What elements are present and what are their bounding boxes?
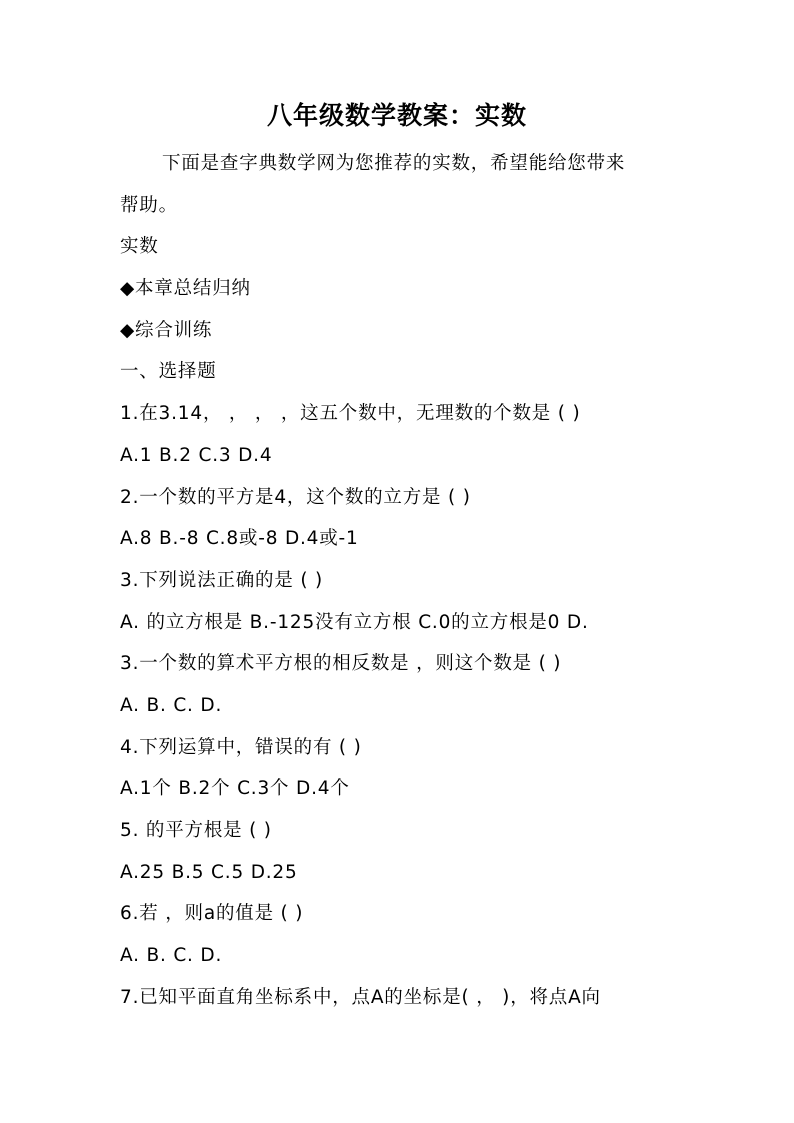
- question-3-options: A. 的立方根是 B.-125没有立方根 C.0的立方根是0 D.: [120, 611, 589, 633]
- question-3: 3.下列说法正确的是 ( ): [120, 569, 324, 591]
- question-3b-options: A. B. C. D.: [120, 694, 223, 716]
- question-4: 4.下列运算中，错误的有 ( ): [120, 736, 362, 758]
- question-6-options: A. B. C. D.: [120, 945, 223, 967]
- section-heading: 实数: [120, 236, 159, 258]
- question-3b: 3.一个数的算术平方根的相反数是 ，则这个数是 ( ): [120, 653, 562, 675]
- bullet-chapter-summary: ◆本章总结归纳: [120, 278, 251, 300]
- intro-line-2: 帮助。: [120, 194, 178, 216]
- part-heading-choice: 一、选择题: [120, 361, 217, 383]
- question-2: 2.一个数的平方是4，这个数的立方是 ( ): [120, 486, 471, 508]
- bullet-comprehensive-training: ◆综合训练: [120, 319, 213, 341]
- question-2-options: A.8 B.-8 C.8或-8 D.4或-1: [120, 528, 359, 550]
- page-title: 八年级数学教案：实数: [266, 101, 527, 130]
- question-6: 6.若 ，则a的值是 ( ): [120, 903, 304, 925]
- document-body: [120, 143, 680, 1018]
- question-5-options: A.25 B.5 C.5 D.25: [120, 861, 298, 883]
- intro-line-1: 下面是查字典数学网为您推荐的实数，希望能给您带来: [162, 153, 626, 174]
- question-1: 1.在3.14， ， ， ，这五个数中，无理数的个数是 ( ): [120, 403, 581, 425]
- question-5: 5. 的平方根是 ( ): [120, 820, 272, 841]
- question-1-options: A.1 B.2 C.3 D.4: [120, 444, 273, 466]
- question-7: 7.已知平面直角坐标系中，点A的坐标是( ， )，将点A向: [120, 986, 601, 1008]
- question-4-options: A.1个 B.2个 C.3个 D.4个: [120, 778, 350, 800]
